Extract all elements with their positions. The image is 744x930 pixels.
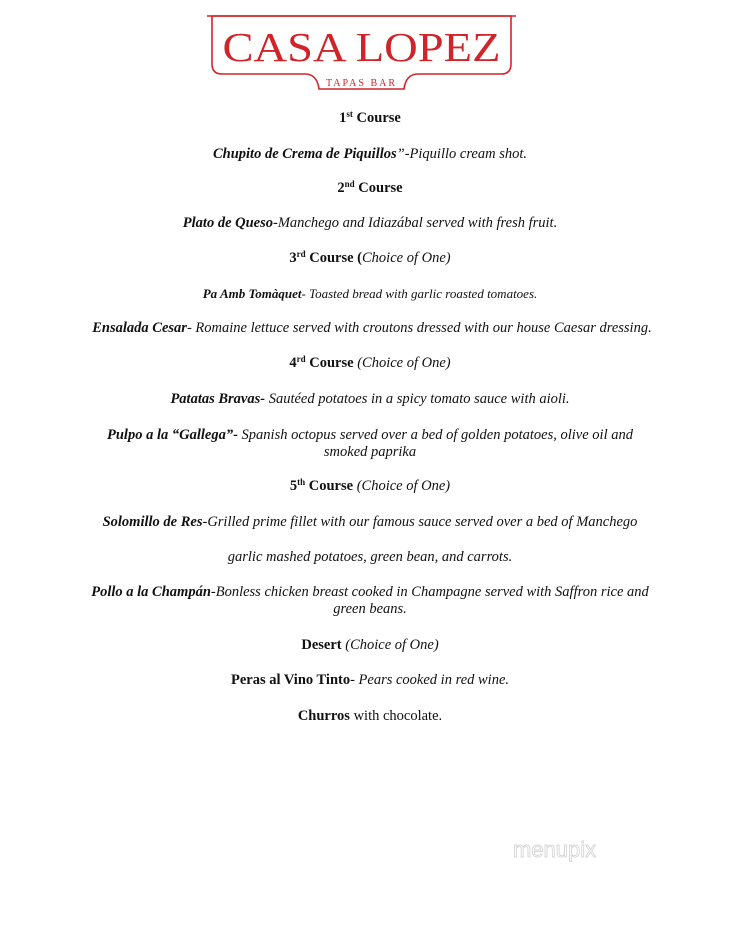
- course-2-number: 2: [337, 180, 345, 196]
- course-1-heading: [60, 109, 680, 127]
- course-1-item-name: Chupito de Crema de Piquillos: [212, 146, 397, 162]
- course-3-item-1: [60, 285, 680, 303]
- dessert-label: Desert: [301, 637, 342, 653]
- course-4-item-2: [60, 426, 680, 444]
- course-3-item-2: [40, 319, 704, 337]
- course-1-suffix: st: [346, 109, 353, 119]
- course-5-item-2: [60, 583, 680, 601]
- course-3-label: Course (: [309, 250, 363, 266]
- course-1-number: 1: [339, 110, 347, 126]
- logo-tagline: TAPAS BAR: [325, 78, 398, 89]
- course-2-item-description: -Manchego and Idiazábal served with fresh fruit.: [273, 215, 558, 231]
- course-4-item-2-line-2: smoked paprika: [323, 444, 417, 460]
- course-5-choice: (Choice of One): [356, 478, 451, 494]
- course-4-suffix: rd: [296, 354, 306, 364]
- course-5-label: Course: [308, 478, 354, 494]
- course-1-item: [60, 145, 680, 163]
- course-4-number: 4: [289, 355, 297, 371]
- course-3-item-1-description: - Toasted bread with garlic roasted tomatoes.: [301, 286, 538, 301]
- dessert-choice: (Choice of One): [345, 637, 439, 653]
- course-5-number: 5: [289, 478, 298, 494]
- course-2-heading: [60, 179, 680, 197]
- dessert-item-2: [60, 707, 680, 725]
- menupix-watermark: [511, 832, 631, 866]
- course-4-item-1: [60, 390, 680, 408]
- logo-name: CASA LOPEZ: [222, 24, 501, 70]
- course-2-suffix: nd: [344, 179, 355, 189]
- dessert-item-1-name: Peras al Vino Tinto: [230, 672, 351, 688]
- dessert-item-2-name: Churros: [297, 708, 350, 724]
- course-4-label: Course: [309, 355, 354, 371]
- course-3-item-2-description: - Romaine lettuce served with croutons dressed with our house Caesar dressing.: [186, 320, 652, 336]
- course-3-item-2-name: Ensalada Cesar: [92, 320, 187, 336]
- course-5-item-2-line-2: green beans.: [333, 601, 407, 617]
- course-4-item-1-name: Patatas Bravas-: [170, 391, 266, 407]
- course-3-heading: [60, 249, 680, 267]
- dessert-item-1-description: - Pears cooked in red wine.: [350, 672, 510, 688]
- course-5-suffix: th: [297, 477, 306, 487]
- course-4-item-2-name: Pulpo a la “Gallega”-: [107, 427, 238, 443]
- course-4-item-1-description: Sautéed potatoes in a spicy tomato sauce with aioli.: [268, 391, 570, 407]
- course-5-item-1: [60, 513, 680, 531]
- course-5-item-2-description: -Bonless chicken breast cooked in Champagne served with Saffron rice and: [210, 584, 649, 600]
- course-1-item-description: ”-Piquillo cream shot.: [396, 146, 528, 162]
- course-2-label: Course: [358, 180, 403, 196]
- course-3-suffix: rd: [296, 249, 306, 259]
- dessert-heading: [60, 636, 680, 654]
- dessert-item-1: [60, 671, 680, 689]
- course-5-item-1-line-2: garlic mashed potatoes, green bean, and carrots.: [227, 549, 513, 565]
- course-1-label: Course: [356, 110, 401, 126]
- course-4-choice: (Choice of One): [357, 355, 451, 371]
- course-5-item-2-name: Pollo a la Champán: [91, 584, 211, 600]
- course-3-choice: Choice of One): [362, 250, 451, 266]
- course-2-item-name: Plato de Queso: [182, 215, 273, 231]
- course-4-item-2-description: Spanish octopus served over a bed of golden potatoes, olive oil and: [241, 427, 633, 443]
- course-2-item: [60, 214, 680, 232]
- dessert-item-2-description: with chocolate.: [353, 708, 443, 724]
- watermark-text: menupix: [513, 837, 597, 862]
- course-3-item-1-name: Pa Amb Tomàquet: [202, 286, 302, 301]
- course-5-item-1-name: Solomillo de Res: [102, 514, 203, 530]
- course-4-heading: [60, 354, 680, 372]
- course-5-heading: [60, 477, 680, 495]
- course-5-item-1-description: -Grilled prime fillet with our famous sauce served over a bed of Manchego: [202, 514, 638, 530]
- course-3-number: 3: [289, 250, 297, 266]
